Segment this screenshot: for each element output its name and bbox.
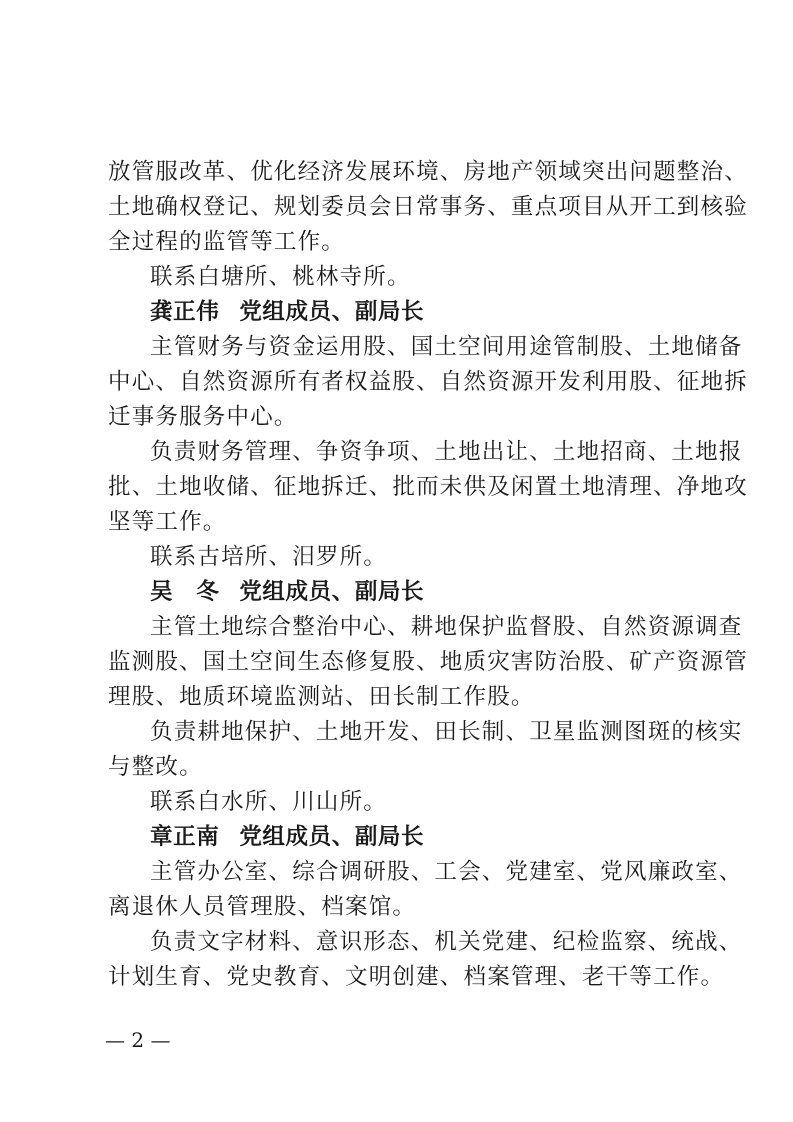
- body-text-line: 离退休人员管理股、档案馆。: [108, 894, 417, 920]
- contact-line: 联系白塘所、桃林寺所。: [150, 264, 411, 290]
- person-title: 党组成员、副局长: [239, 299, 425, 325]
- body-text-line: 监测股、国土空间生态修复股、地质灾害防治股、矿产资源管: [108, 649, 748, 675]
- body-text-line: 坚等工作。: [108, 509, 227, 535]
- person-name: 龚正伟: [150, 299, 220, 325]
- body-text-line: 全过程的监管等工作。: [108, 229, 346, 255]
- body-text-line: 批、土地收储、征地拆迁、批而未供及闲置土地清理、净地攻: [108, 474, 748, 500]
- page-number: — 2 —: [105, 1028, 171, 1052]
- contact-line: 联系白水所、川山所。: [150, 789, 388, 815]
- body-text-line: 负责耕地保护、土地开发、田长制、卫星监测图斑的核实: [150, 719, 743, 745]
- body-text-line: 迁事务服务中心。: [108, 404, 298, 430]
- body-text-line: 土地确权登记、规划委员会日常事务、重点项目从开工到核验: [108, 194, 748, 220]
- body-text-line: 计划生育、党史教育、文明创建、档案管理、老干等工作。: [108, 964, 725, 990]
- body-text-line: 负责文字材料、意识形态、机关党建、纪检监察、统战、: [150, 929, 743, 955]
- person-heading: [0, 294, 793, 330]
- person-name: 章正南: [150, 824, 220, 850]
- body-text-line: 放管服改革、优化经济发展环境、房地产领域突出问题整治、: [108, 159, 748, 185]
- body-text-line: 主管土地综合整治中心、耕地保护监督股、自然资源调查: [150, 614, 743, 640]
- person-heading: [0, 574, 793, 610]
- body-text-line: 理股、地质环境监测站、田长制工作股。: [108, 684, 535, 710]
- contact-line: 联系古培所、汨罗所。: [150, 544, 388, 570]
- body-text-line: 与整改。: [108, 754, 203, 780]
- person-title: 党组成员、副局长: [239, 579, 425, 605]
- body-text-line: 主管财务与资金运用股、国土空间用途管制股、土地储备: [150, 334, 743, 360]
- body-text-line: 主管办公室、综合调研股、工会、党建室、党风廉政室、: [150, 859, 743, 885]
- person-name: 吴 冬: [150, 579, 220, 605]
- person-heading: [0, 819, 793, 855]
- body-text-line: 中心、自然资源所有者权益股、自然资源开发利用股、征地拆: [108, 369, 748, 395]
- person-title: 党组成员、副局长: [239, 824, 425, 850]
- body-text-line: 负责财务管理、争资争项、土地出让、土地招商、土地报: [150, 439, 743, 465]
